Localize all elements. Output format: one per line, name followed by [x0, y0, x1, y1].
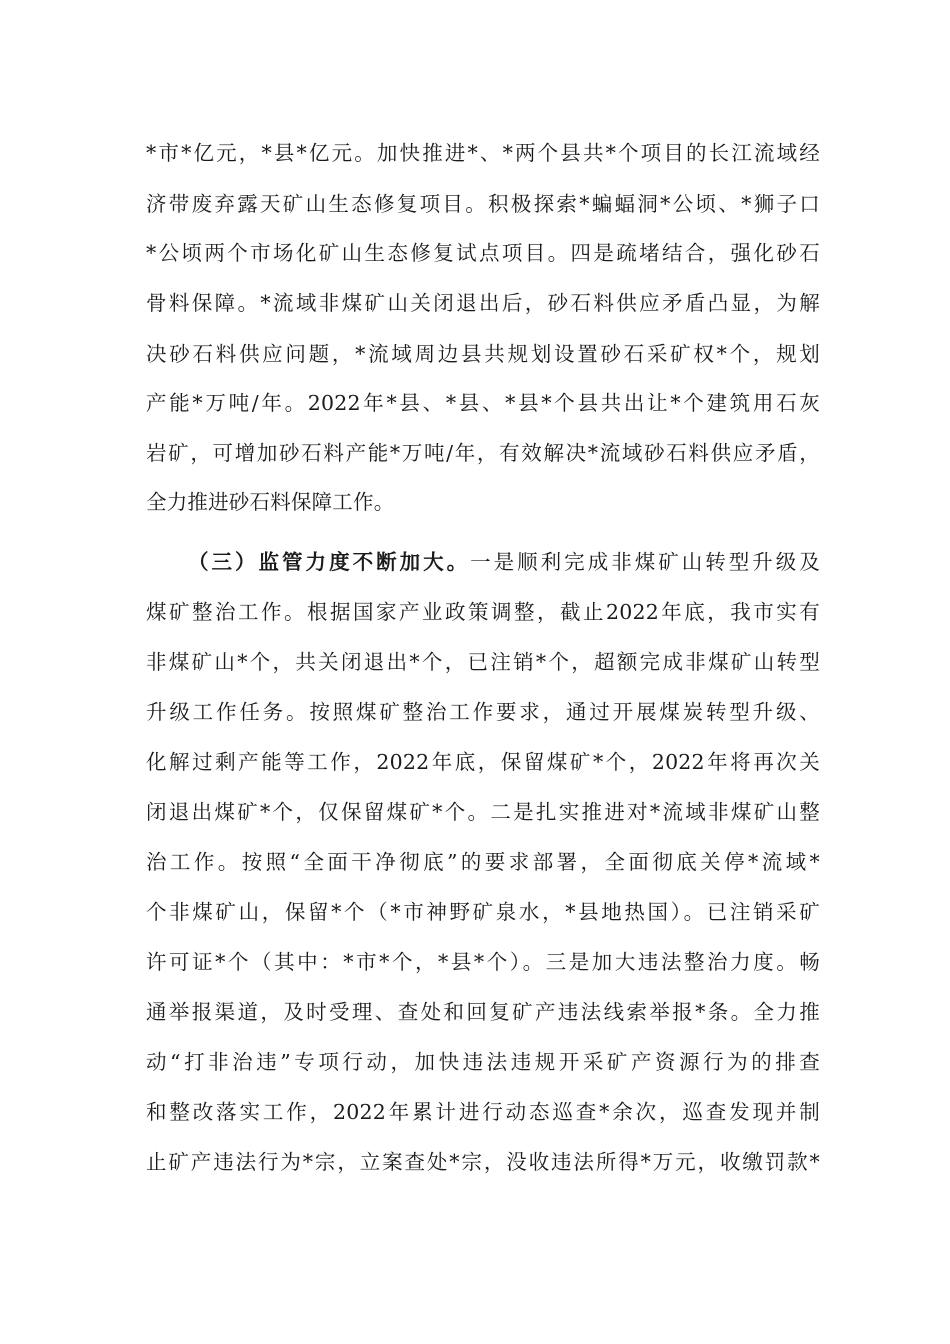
text-line: 煤矿整治工作。根据国家产业政策调整，截止2022年底，我市实有 — [146, 600, 820, 624]
text-line: 治工作。按照“全面干净彻底”的要求部署，全面彻底关停*流域* — [146, 850, 820, 874]
text-line: 和整改落实工作，2022年累计进行动态巡查*余次，巡查发现并制 — [146, 1100, 820, 1124]
text-line: 全力推进砂石料保障工作。 — [146, 490, 395, 514]
text-line: 岩矿，可增加砂石料产能*万吨/年，有效解决*流域砂石料供应矛盾， — [146, 441, 820, 465]
text-line: 升级工作任务。按照煤矿整治工作要求，通过开展煤炭转型升级、 — [146, 700, 820, 724]
text-line: 闭退出煤矿*个，仅保留煤矿*个。二是扎实推进对*流域非煤矿山整 — [146, 800, 820, 824]
section-heading: （三）监管力度不断加大。 — [188, 550, 471, 574]
text-line: 通举报渠道，及时受理、查处和回复矿产违法线索举报*条。全力推 — [146, 1000, 820, 1024]
text-line: 济带废弃露天矿山生态修复项目。积极探索*蝙蝠洞*公顷、*狮子口 — [146, 192, 820, 216]
text-line: 骨料保障。*流域非煤矿山关闭退出后，砂石料供应矛盾凸显，为解 — [146, 291, 820, 315]
text-line: 许可证*个（其中：*市*个，*县*个）。三是加大违法整治力度。畅 — [146, 950, 820, 974]
text-line: 产能*万吨/年。2022年*县、*县、*县*个县共出让*个建筑用石灰 — [146, 391, 820, 415]
text-span: 一是顺利完成非煤矿山转型升级及 — [470, 550, 820, 574]
text-line: 化解过剩产能等工作，2022年底，保留煤矿*个，2022年将再次关 — [146, 750, 820, 774]
text-line: 个非煤矿山，保留*个（*市神野矿泉水，*县地热国）。已注销采矿 — [146, 900, 820, 924]
text-line: 非煤矿山*个，共关闭退出*个，已注销*个，超额完成非煤矿山转型 — [146, 650, 820, 674]
text-line: 止矿产违法行为*宗，立案查处*宗，没收违法所得*万元，收缴罚款* — [146, 1150, 820, 1174]
text-line: 动“打非治违”专项行动，加快违法违规开采矿产资源行为的排查 — [146, 1050, 820, 1074]
paragraph-first-line — [188, 549, 820, 575]
text-line: 决砂石料供应问题，*流域周边县共规划设置砂石采矿权*个，规划 — [146, 342, 820, 366]
text-line: *市*亿元，*县*亿元。加快推进*、*两个县共*个项目的长江流域经 — [146, 141, 820, 165]
text-line: *公顷两个市场化矿山生态修复试点项目。四是疏堵结合，强化砂石 — [146, 241, 820, 265]
